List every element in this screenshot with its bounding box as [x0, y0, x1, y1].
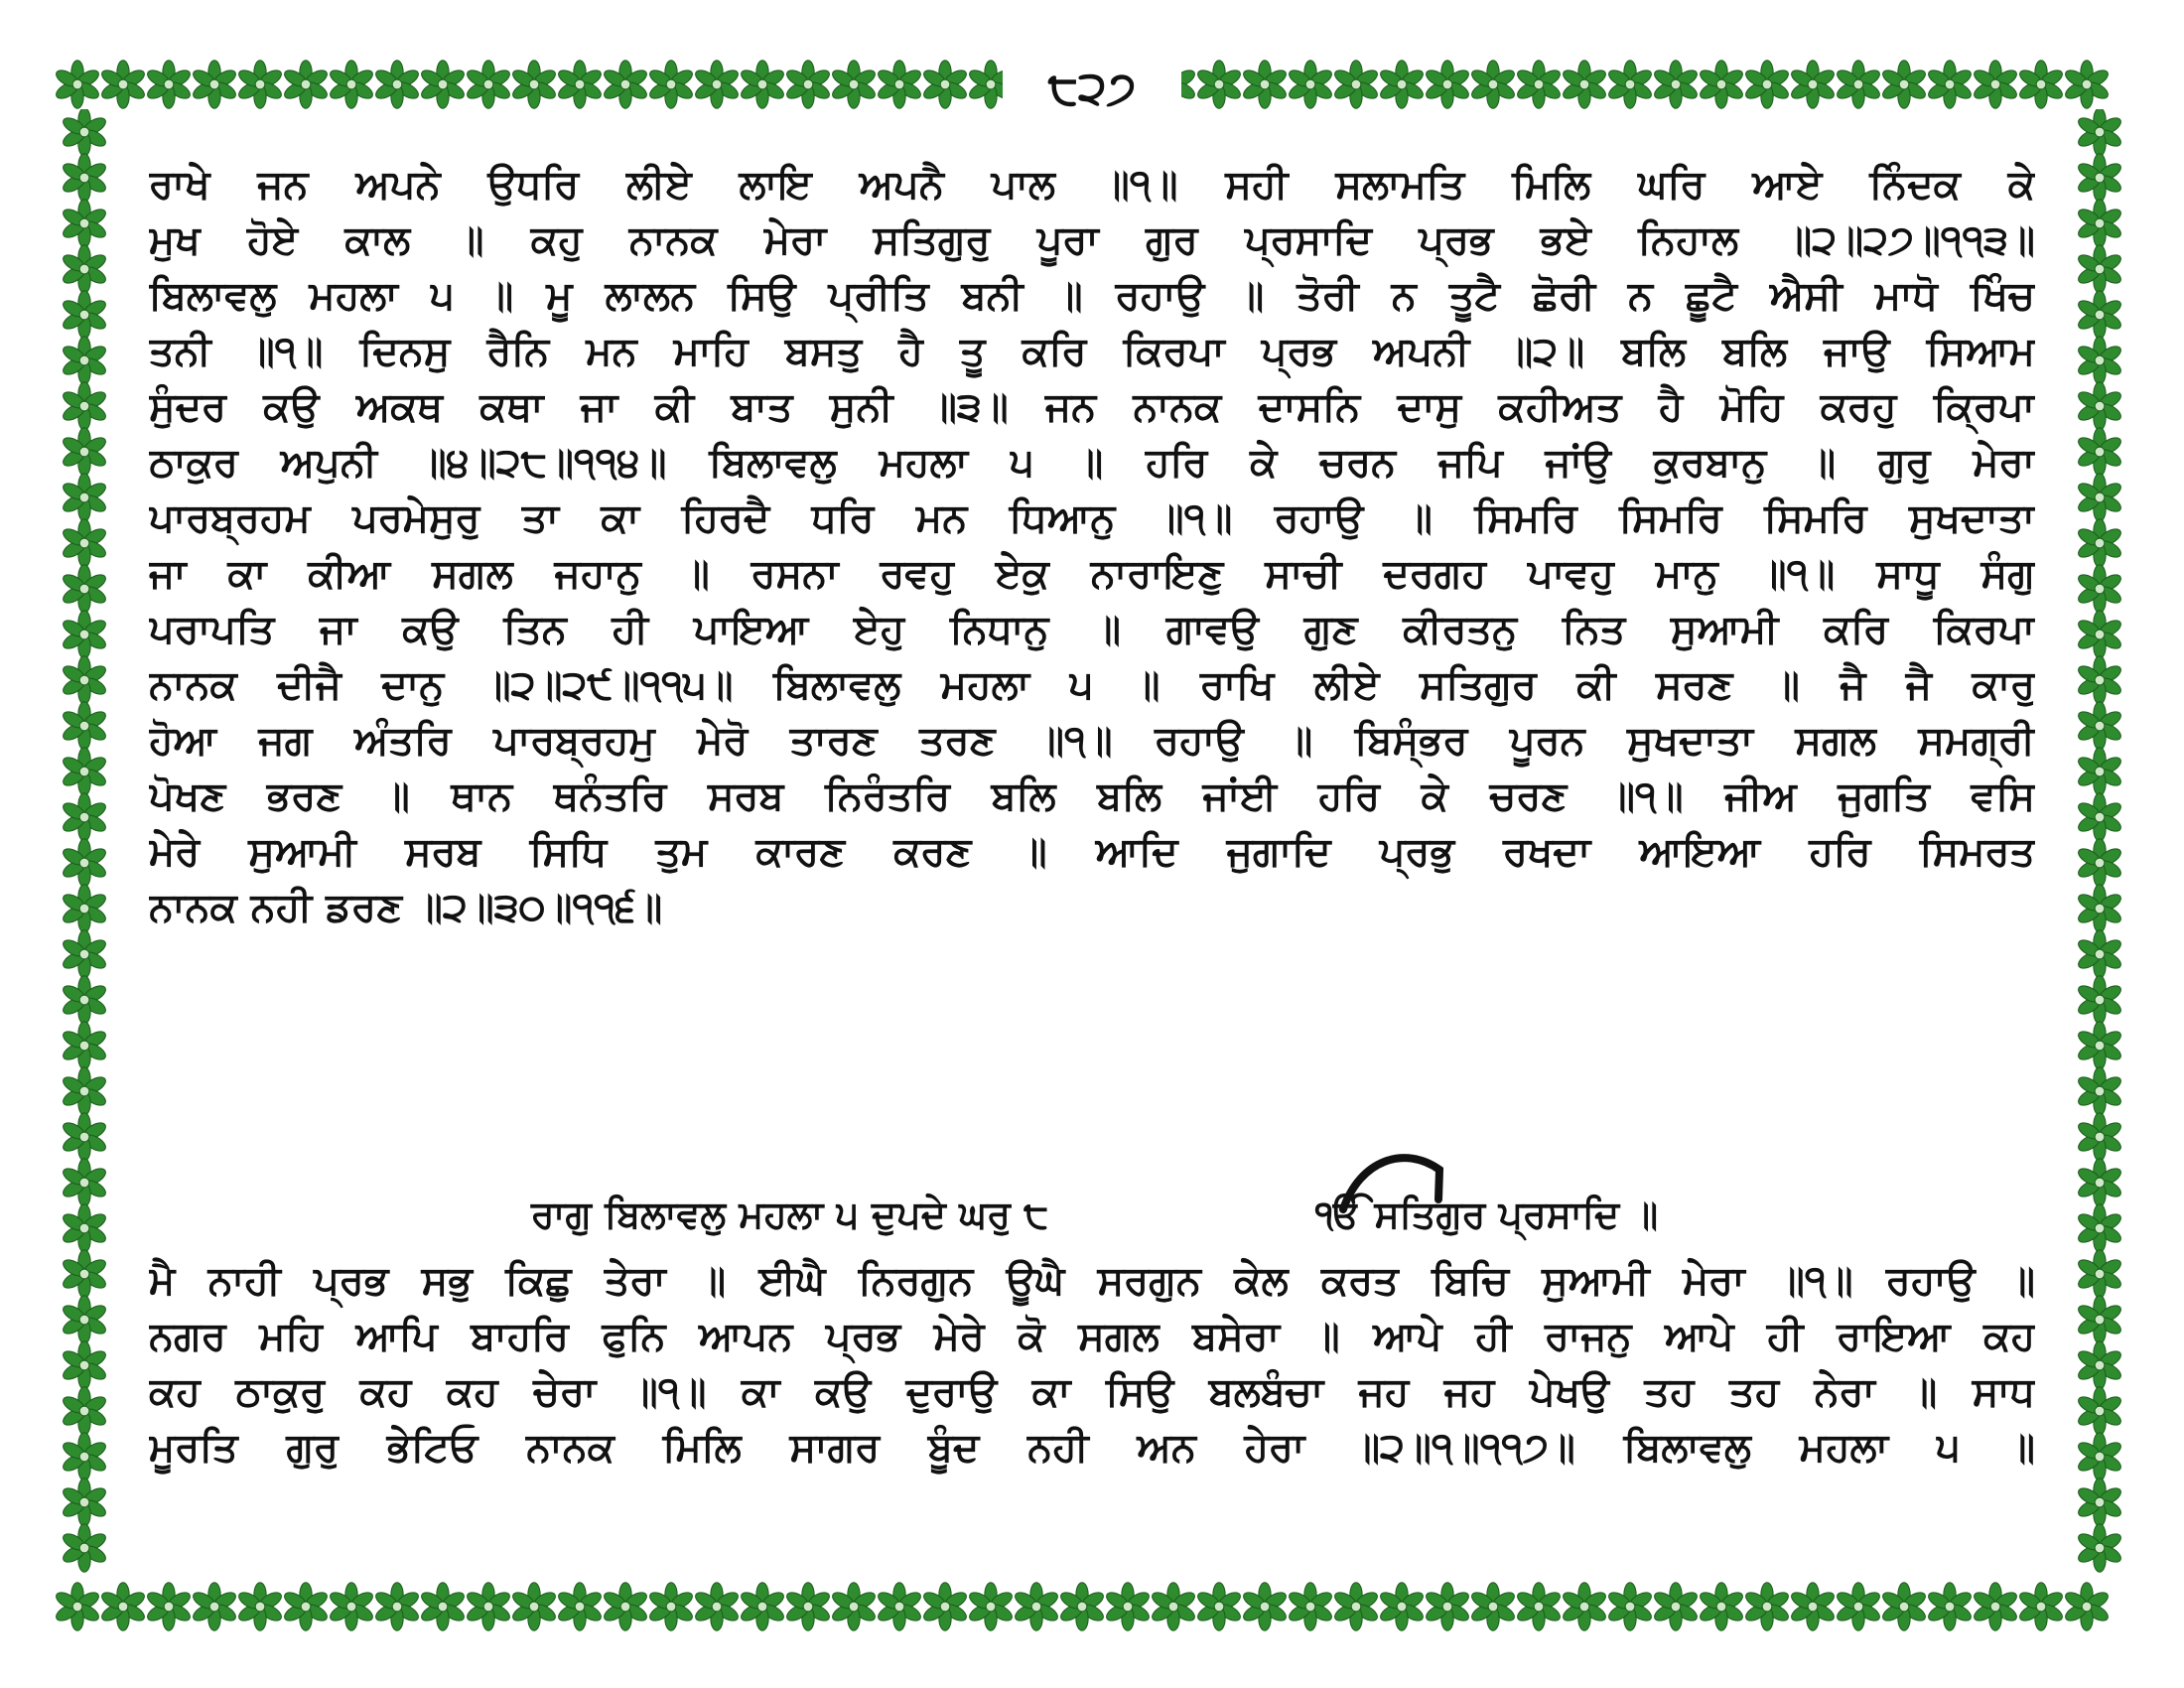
flower-motif-icon — [693, 1583, 741, 1630]
flower-motif-icon — [419, 61, 467, 108]
flower-motif-icon — [61, 1478, 108, 1526]
flower-motif-icon — [2076, 291, 2123, 339]
flower-motif-icon — [61, 1067, 108, 1115]
flower-motif-icon — [2076, 1524, 2123, 1572]
flower-motif-icon — [1926, 1583, 1974, 1630]
verse-line: ਸੁੰਦਰ ਕਉ ਅਕਥ ਕਥਾ ਜਾ ਕੀ ਬਾਤ ਸੁਨੀ ॥੩॥ ਜਨ ਨਾਨਕ ਦਾਸਨਿ ਦਾਸੁ ਕਹੀਅਤ ਹੈ ਮੋਹਿ ਕਰਹੁ ਕ੍ਰਿਪਾ — [149, 384, 2035, 430]
flower-motif-icon — [1972, 1583, 2019, 1630]
flower-motif-icon — [465, 61, 512, 108]
flower-motif-icon — [1698, 1583, 1745, 1630]
verse-line: ਪਾਰਬ੍ਰਹਮ ਪਰਮੇਸੁਰੁ ਤਾ ਕਾ ਹਿਰਦੈ ਧਰਿ ਮਨ ਧਿਆਨੁ ॥੧॥ ਰਹਾਉ ॥ ਸਿਮਰਿ ਸਿਮਰਿ ਸਿਮਰਿ ਸੁਖਦਾਤਾ — [149, 495, 2035, 541]
flower-motif-icon — [61, 245, 108, 293]
flower-motif-icon — [61, 474, 108, 521]
verse-line: ਨਗਰ ਮਹਿ ਆਪਿ ਬਾਹਰਿ ਫੁਨਿ ਆਪਨ ਪ੍ਰਭ ਮੇਰੇ ਕੋ ਸਗਲ ਬਸੇਰਾ ॥ ਆਪੇ ਹੀ ਰਾਜਨੁ ਆਪੇ ਹੀ ਰਾਇਆ ਕਹ — [149, 1314, 2035, 1359]
flower-motif-icon — [2076, 1067, 2123, 1115]
flower-motif-icon — [2076, 109, 2123, 156]
flower-motif-icon — [2076, 519, 2123, 567]
flower-motif-icon — [61, 1250, 108, 1298]
flower-motif-icon — [1880, 1583, 1928, 1630]
flower-motif-icon — [2063, 1583, 2111, 1630]
flower-motif-icon — [282, 1583, 330, 1630]
flower-motif-icon — [191, 1583, 238, 1630]
flower-motif-icon — [1378, 1583, 1426, 1630]
flower-motif-icon — [1469, 61, 1517, 108]
flower-motif-icon — [61, 1022, 108, 1069]
flower-motif-icon — [465, 1583, 512, 1630]
flower-motif-icon — [373, 1583, 421, 1630]
flower-motif-icon — [61, 1204, 108, 1252]
flower-motif-icon — [2076, 1022, 2123, 1069]
flower-motif-icon — [830, 61, 878, 108]
flower-motif-icon — [2076, 1341, 2123, 1389]
flower-motif-icon — [1013, 1583, 1060, 1630]
flower-motif-icon — [1332, 1583, 1380, 1630]
flower-motif-icon — [510, 61, 558, 108]
flower-motif-icon — [61, 154, 108, 202]
flower-motif-icon — [236, 1583, 284, 1630]
flower-motif-icon — [830, 1583, 878, 1630]
flower-motif-icon — [61, 839, 108, 887]
flower-motif-icon — [2076, 1296, 2123, 1343]
flower-motif-icon — [2076, 1433, 2123, 1480]
flower-motif-icon — [61, 382, 108, 430]
flower-motif-icon — [1150, 1583, 1197, 1630]
flower-motif-icon — [61, 1296, 108, 1343]
flower-motif-icon — [2063, 61, 2111, 108]
flower-motif-icon — [693, 61, 741, 108]
flower-motif-icon — [2076, 382, 2123, 430]
verse-block — [149, 157, 2035, 935]
flower-motif-icon — [61, 1341, 108, 1389]
flower-motif-icon — [1743, 1583, 1791, 1630]
flower-motif-icon — [2076, 1478, 2123, 1526]
flower-motif-icon — [1241, 1583, 1289, 1630]
flower-motif-icon — [2076, 200, 2123, 247]
flower-motif-icon — [61, 611, 108, 658]
flower-motif-icon — [61, 291, 108, 339]
verse-line: ਮੈ ਨਾਹੀ ਪ੍ਰਭ ਸਭੁ ਕਿਛੁ ਤੇਰਾ ॥ ਈਘੈ ਨਿਰਗੁਨ ਊਘੈ ਸਰਗੁਨ ਕੇਲ ਕਰਤ ਬਿਚਿ ਸੁਆਮੀ ਮੇਰਾ ॥੧॥ ਰਹਾਉ ॥ — [149, 1258, 2035, 1304]
verse-line: ਨਾਨਕ ਦੀਜੈ ਦਾਨੁ ॥੨॥੨੯॥੧੧੫॥ ਬਿਲਾਵਲੁ ਮਹਲਾ ੫ ॥ ਰਾਖਿ ਲੀਏ ਸਤਿਗੁਰ ਕੀ ਸਰਣ ॥ ਜੈ ਜੈ ਕਾਰੁ — [149, 662, 2035, 708]
flower-motif-icon — [145, 1583, 193, 1630]
flower-motif-icon — [145, 61, 193, 108]
flower-motif-icon — [55, 1583, 101, 1630]
flower-motif-icon — [556, 1583, 604, 1630]
flower-motif-icon — [61, 1433, 108, 1480]
flower-motif-icon — [602, 1583, 649, 1630]
flower-motif-icon — [2076, 930, 2123, 978]
flower-motif-icon — [282, 61, 330, 108]
flower-motif-icon — [99, 61, 147, 108]
verse-line: ਤਨੀ ॥੧॥ ਦਿਨਸੁ ਰੈਨਿ ਮਨ ਮਾਹਿ ਬਸਤੁ ਹੈ ਤੂ ਕਰਿ ਕਿਰਪਾ ਪ੍ਰਭ ਅਪਨੀ ॥੨॥ ਬਲਿ ਬਲਿ ਜਾਉ ਸਿਆਮ — [149, 329, 2035, 374]
flower-motif-icon — [1606, 61, 1654, 108]
flower-motif-icon — [784, 1583, 832, 1630]
flower-motif-icon — [2076, 565, 2123, 613]
flower-motif-icon — [1835, 1583, 1882, 1630]
flower-motif-icon — [328, 61, 375, 108]
flower-motif-icon — [921, 1583, 969, 1630]
flower-motif-icon — [61, 748, 108, 795]
verse-block-2 — [149, 1253, 2035, 1476]
flower-motif-icon — [99, 1583, 147, 1630]
flower-motif-icon — [61, 793, 108, 841]
flower-motif-icon — [2076, 1387, 2123, 1435]
flower-motif-icon — [1743, 61, 1791, 108]
flower-motif-icon — [1515, 1583, 1563, 1630]
flower-motif-icon — [1469, 1583, 1517, 1630]
flower-motif-icon — [647, 1583, 695, 1630]
flower-motif-icon — [61, 656, 108, 704]
verse-line: ਰਾਖੇ ਜਨ ਅਪਨੇ ਉਧਰਿ ਲੀਏ ਲਾਇ ਅਪਨੈ ਪਾਲ ॥੧॥ ਸਹੀ ਸਲਾਮਤਿ ਮਿਲਿ ਘਰਿ ਆਏ ਨਿੰਦਕ ਕੇ — [149, 162, 2035, 208]
flower-motif-icon — [647, 61, 695, 108]
flower-motif-icon — [61, 565, 108, 613]
flower-motif-icon — [1606, 1583, 1654, 1630]
verse-line: ਪਰਾਪਤਿ ਜਾ ਕਉ ਤਿਨ ਹੀ ਪਾਇਆ ਏਹੁ ਨਿਧਾਨੁ ॥ ਗਾਵਉ ਗੁਣ ਕੀਰਤਨੁ ਨਿਤ ਸੁਆਮੀ ਕਰਿ ਕਿਰਪਾ — [149, 607, 2035, 652]
flower-motif-icon — [1972, 61, 2019, 108]
verse-line: ਪੋਖਣ ਭਰਣ ॥ ਥਾਨ ਥਨੰਤਰਿ ਸਰਬ ਨਿਰੰਤਰਿ ਬਲਿ ਬਲਿ ਜਾਂਈ ਹਰਿ ਕੇ ਚਰਣ ॥੧॥ ਜੀਅ ਜੁਗਤਿ ਵਸਿ — [149, 774, 2035, 819]
verse-line: ਬਿਲਾਵਲੁ ਮਹਲਾ ੫ ॥ ਮੂ ਲਾਲਨ ਸਿਉ ਪ੍ਰੀਤਿ ਬਨੀ ॥ ਰਹਾਉ ॥ ਤੋਰੀ ਨ ਤੂਟੈ ਛੋਰੀ ਨ ਛੂਟੈ ਐਸੀ ਮਾਧੋ ਖਿੰਚ — [149, 273, 2035, 319]
flower-motif-icon — [876, 1583, 923, 1630]
flower-motif-icon — [2076, 748, 2123, 795]
flower-motif-icon — [1515, 61, 1563, 108]
flower-motif-icon — [61, 1387, 108, 1435]
flower-motif-icon — [2076, 1159, 2123, 1206]
flower-motif-icon — [2076, 428, 2123, 476]
flower-motif-icon — [1789, 1583, 1837, 1630]
flower-motif-icon — [1195, 61, 1243, 108]
flower-motif-icon — [1378, 61, 1426, 108]
flower-motif-icon — [2017, 1583, 2065, 1630]
verse-line: ਕਹ ਠਾਕੁਰੁ ਕਹ ਕਹ ਚੇਰਾ ॥੧॥ ਕਾ ਕਉ ਦੁਰਾਉ ਕਾ ਸਿਉ ਬਲਬੰਚਾ ਜਹ ਜਹ ਪੇਖਉ ਤਹ ਤਹ ਨੇਰਾ ॥ ਸਾਧ — [149, 1369, 2035, 1415]
flower-motif-icon — [2076, 1250, 2123, 1298]
flower-motif-icon — [1424, 61, 1471, 108]
flower-motif-icon — [61, 1113, 108, 1161]
flower-motif-icon — [2076, 656, 2123, 704]
verse-line: ਨਾਨਕ ਨਹੀ ਡਰਣ ॥੨॥੩੦॥੧੧੬॥ — [149, 885, 663, 930]
flower-motif-icon — [191, 61, 238, 108]
mool-mantar-heading: ੴ ਸਤਿਗੁਰ ਪ੍ਰਸਾਦਿ ॥ — [1315, 1193, 1659, 1236]
flower-motif-icon — [2076, 337, 2123, 384]
flower-motif-icon — [236, 61, 284, 108]
flower-motif-icon — [556, 61, 604, 108]
flower-motif-icon — [61, 976, 108, 1024]
page-number: ੮੨੭ — [1003, 58, 1181, 117]
flower-motif-icon — [2076, 976, 2123, 1024]
flower-motif-icon — [1287, 1583, 1334, 1630]
flower-motif-icon — [510, 1583, 558, 1630]
flower-motif-icon — [1058, 1583, 1106, 1630]
flower-motif-icon — [1926, 61, 1974, 108]
flower-motif-icon — [61, 702, 108, 750]
verse-line: ਜਾ ਕਾ ਕੀਆ ਸਗਲ ਜਹਾਨੁ ॥ ਰਸਨਾ ਰਵਹੁ ਏਕੁ ਨਾਰਾਇਣੁ ਸਾਚੀ ਦਰਗਹ ਪਾਵਹੁ ਮਾਨੁ ॥੧॥ ਸਾਧੂ ਸੰਗੁ — [149, 551, 2035, 597]
flower-motif-icon — [602, 61, 649, 108]
flower-motif-icon — [61, 1524, 108, 1572]
verse-line: ਮੇਰੇ ਸੁਆਮੀ ਸਰਬ ਸਿਧਿ ਤੁਮ ਕਾਰਣ ਕਰਣ ॥ ਆਦਿ ਜੁਗਾਦਿ ਪ੍ਰਭੁ ਰਖਦਾ ਆਇਆ ਹਰਿ ਸਿਮਰਤ — [149, 829, 2035, 875]
flower-motif-icon — [1561, 61, 1608, 108]
verse-line: ਹੋਆ ਜਗ ਅੰਤਰਿ ਪਾਰਬ੍ਰਹਮੁ ਮੇਰੋ ਤਾਰਣ ਤਰਣ ॥੧॥ ਰਹਾਉ ॥ ਬਿਸ੍ੰਭਰ ਪੂਰਨ ਸੁਖਦਾਤਾ ਸਗਲ ਸਮਗ੍ਰੀ — [149, 718, 2035, 764]
flower-motif-icon — [2076, 793, 2123, 841]
flower-motif-icon — [2076, 885, 2123, 932]
flower-motif-icon — [328, 1583, 375, 1630]
verse-line: ਠਾਕੁਰ ਅਪੁਨੀ ॥੪॥੨੮॥੧੧੪॥ ਬਿਲਾਵਲੁ ਮਹਲਾ ੫ ॥ ਹਰਿ ਕੇ ਚਰਨ ਜਪਿ ਜਾਂਉ ਕੁਰਬਾਨੁ ॥ ਗੁਰੁ ਮੇਰਾ — [149, 440, 2035, 486]
verse-line: ਮੂਰਤਿ ਗੁਰੁ ਭੇਟਿਓ ਨਾਨਕ ਮਿਲਿ ਸਾਗਰ ਬੂੰਦ ਨਹੀ ਅਨ ਹੇਰਾ ॥੨॥੧॥੧੧੭॥ ਬਿਲਾਵਲੁ ਮਹਲਾ ੫ ॥ — [149, 1425, 2035, 1471]
flower-motif-icon — [373, 61, 421, 108]
flower-motif-icon — [739, 61, 786, 108]
flower-motif-icon — [55, 61, 101, 108]
flower-motif-icon — [61, 519, 108, 567]
floral-border-right — [2070, 109, 2129, 1581]
flower-motif-icon — [61, 428, 108, 476]
flower-motif-icon — [1332, 61, 1380, 108]
floral-border-left — [55, 109, 114, 1581]
flower-motif-icon — [1424, 1583, 1471, 1630]
flower-motif-icon — [2076, 611, 2123, 658]
flower-motif-icon — [1104, 1583, 1152, 1630]
flower-motif-icon — [921, 61, 969, 108]
flower-motif-icon — [1698, 61, 1745, 108]
flower-motif-icon — [61, 109, 108, 156]
verse-line: ਮੁਖ ਹੋਏ ਕਾਲ ॥ ਕਹੁ ਨਾਨਕ ਮੇਰਾ ਸਤਿਗੁਰੁ ਪੂਰਾ ਗੁਰ ਪ੍ਰਸਾਦਿ ਪ੍ਰਭ ਭਏ ਨਿਹਾਲ ॥੨॥੨੭॥੧੧੩॥ — [149, 217, 2035, 263]
flower-motif-icon — [1652, 61, 1700, 108]
floral-border-bottom — [55, 1577, 2129, 1636]
flower-motif-icon — [2076, 474, 2123, 521]
flower-motif-icon — [1287, 61, 1334, 108]
flower-motif-icon — [1789, 61, 1837, 108]
flower-motif-icon — [61, 930, 108, 978]
flower-motif-icon — [2076, 1113, 2123, 1161]
flower-motif-icon — [1652, 1583, 1700, 1630]
section-heading — [149, 1187, 2035, 1242]
flower-motif-icon — [1195, 1583, 1243, 1630]
flower-motif-icon — [61, 200, 108, 247]
flower-motif-icon — [2076, 702, 2123, 750]
flower-motif-icon — [2017, 61, 2065, 108]
flower-motif-icon — [739, 1583, 786, 1630]
flower-motif-icon — [1835, 61, 1882, 108]
flower-motif-icon — [2076, 154, 2123, 202]
flower-motif-icon — [967, 1583, 1015, 1630]
flower-motif-icon — [61, 337, 108, 384]
flower-motif-icon — [1561, 1583, 1608, 1630]
flower-motif-icon — [784, 61, 832, 108]
flower-motif-icon — [2076, 245, 2123, 293]
flower-motif-icon — [419, 1583, 467, 1630]
flower-motif-icon — [1880, 61, 1928, 108]
flower-motif-icon — [2076, 1204, 2123, 1252]
flower-motif-icon — [1241, 61, 1289, 108]
flower-motif-icon — [2076, 839, 2123, 887]
flower-motif-icon — [61, 1159, 108, 1206]
flower-motif-icon — [61, 885, 108, 932]
flower-motif-icon — [876, 61, 923, 108]
raag-heading: ਰਾਗੁ ਬਿਲਾਵਲੁ ਮਹਲਾ ੫ ਦੁਪਦੇ ਘਰੁ ੮ — [531, 1193, 1049, 1236]
